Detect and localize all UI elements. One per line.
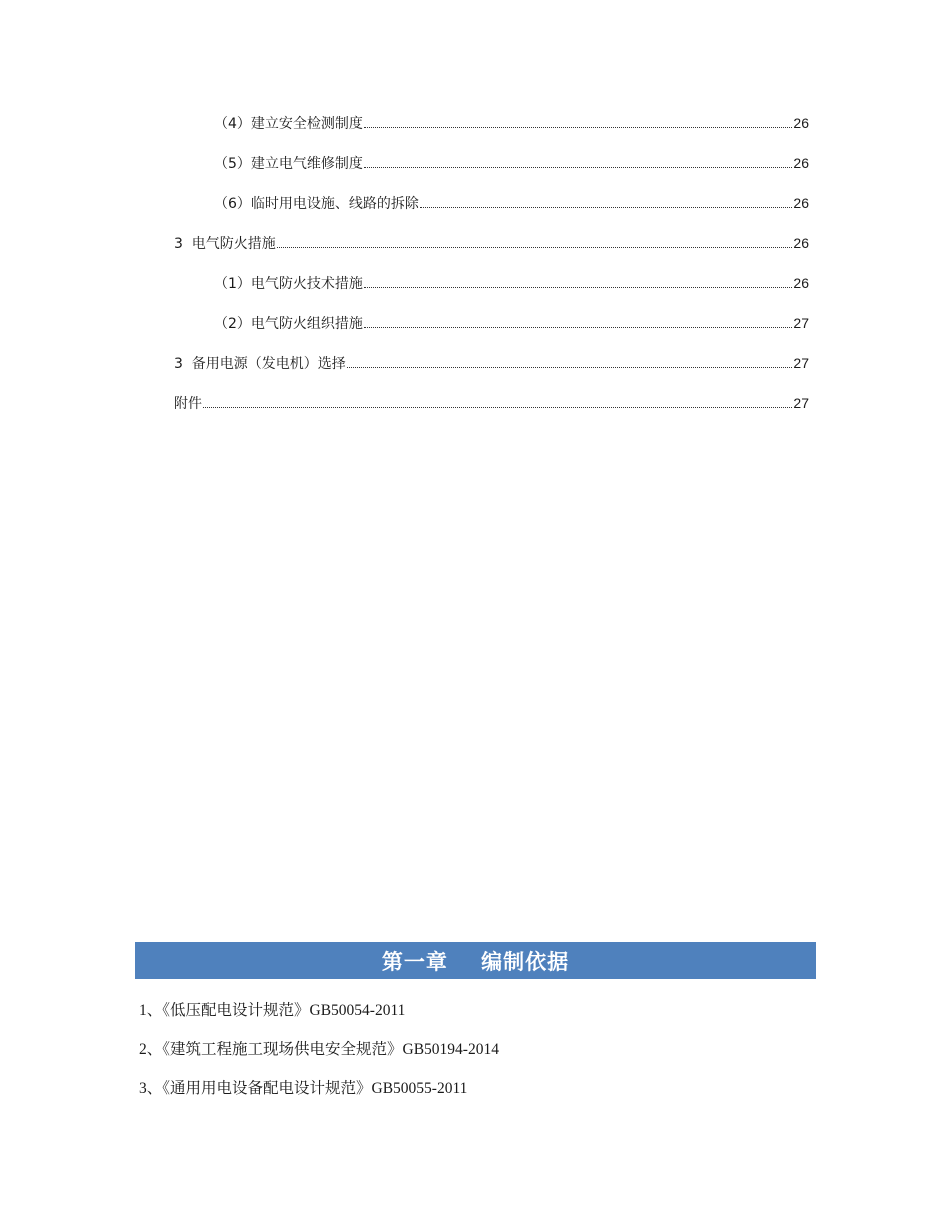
toc-page-number: 26 xyxy=(793,195,809,211)
reference-item: 1、《低压配电设计规范》GB50054-2011 xyxy=(139,1002,406,1019)
toc-entry-text: （5）建立电气维修制度 xyxy=(214,156,363,172)
toc-entry-text: 3 电气防火措施 xyxy=(174,236,276,252)
toc-dot-leader xyxy=(347,367,793,368)
toc-page-number: 26 xyxy=(793,155,809,171)
toc-entry[interactable] xyxy=(214,193,809,213)
toc-entry-text: 3 备用电源（发电机）选择 xyxy=(174,356,346,372)
toc-entry-text: 附件 xyxy=(174,396,202,412)
reference-item: 2、《建筑工程施工现场供电安全规范》GB50194-2014 xyxy=(139,1041,499,1058)
toc-entry[interactable] xyxy=(214,313,809,333)
toc-entry-text: （1）电气防火技术措施 xyxy=(214,276,363,292)
toc-page-number: 27 xyxy=(793,395,809,411)
toc-dot-leader xyxy=(364,127,793,128)
toc-dot-leader xyxy=(364,327,793,328)
toc-dot-leader xyxy=(420,207,793,208)
toc-dot-leader xyxy=(364,287,793,288)
toc-entry[interactable] xyxy=(174,233,809,253)
toc-dot-leader xyxy=(364,167,793,168)
toc-dot-leader xyxy=(277,247,793,248)
toc-entry[interactable] xyxy=(214,113,809,133)
toc-entry[interactable] xyxy=(214,273,809,293)
toc-page-number: 26 xyxy=(793,275,809,291)
toc-dot-leader xyxy=(203,407,792,408)
toc-entry[interactable] xyxy=(214,153,809,173)
toc-entry[interactable] xyxy=(174,393,809,413)
toc-entry[interactable] xyxy=(174,353,809,373)
chapter-heading-bar xyxy=(135,942,816,979)
toc-entry-text: （4）建立安全检测制度 xyxy=(214,116,363,132)
toc-page-number: 26 xyxy=(793,115,809,131)
toc-entry-text: （2）电气防火组织措施 xyxy=(214,316,363,332)
toc-page-number: 27 xyxy=(793,315,809,331)
toc-page-number: 26 xyxy=(793,235,809,251)
toc-page-number: 27 xyxy=(793,355,809,371)
toc-entry-text: （6）临时用电设施、线路的拆除 xyxy=(214,196,419,212)
chapter-title: 第一章 编制依据 xyxy=(381,949,570,974)
reference-item: 3、《通用用电设备配电设计规范》GB50055-2011 xyxy=(139,1080,468,1097)
